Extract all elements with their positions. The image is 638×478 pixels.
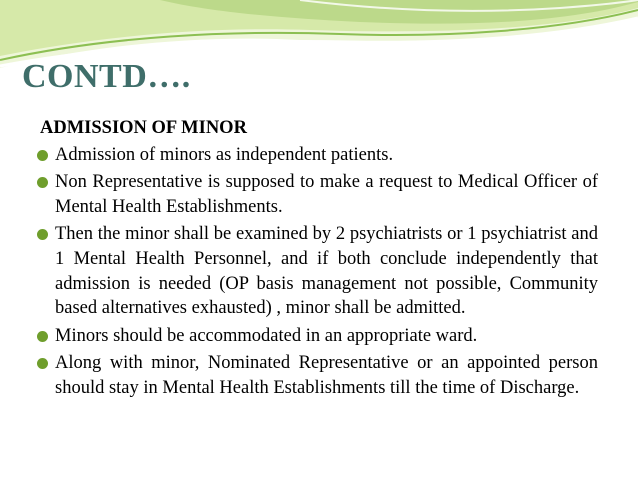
slide-title: CONTD…. (22, 58, 191, 95)
bullet-list (36, 143, 598, 401)
bullet-dot-icon (37, 229, 48, 240)
list-item (36, 324, 598, 349)
section-heading: ADMISSION OF MINOR (40, 118, 247, 138)
list-item-text: Along with minor, Nominated Representative or an appointed person should stay in Mental Health Establishments till the time of Discharge. (55, 353, 598, 398)
list-item-text: Admission of minors as independent patients. (55, 144, 394, 165)
bullet-dot-icon (37, 331, 48, 342)
list-item (36, 143, 598, 168)
list-item (36, 222, 598, 320)
list-item (36, 170, 598, 219)
list-item-text: Then the minor shall be examined by 2 psychiatrists or 1 psychiatrist and 1 Mental Health Personnel, and if both conclude independently that admission is needed (OP basis management not possible, Community based alternatives exhausted) , minor shall be admitted. (55, 224, 598, 319)
list-item-text: Non Representative is supposed to make a request to Medical Officer of Mental Health Establishments. (55, 172, 598, 217)
list-item-text: Minors should be accommodated in an appropriate ward. (55, 325, 478, 346)
slide-content (36, 116, 598, 404)
bullet-dot-icon (37, 150, 48, 161)
bullet-dot-icon (37, 177, 48, 188)
bullet-dot-icon (37, 358, 48, 369)
list-item (36, 351, 598, 400)
